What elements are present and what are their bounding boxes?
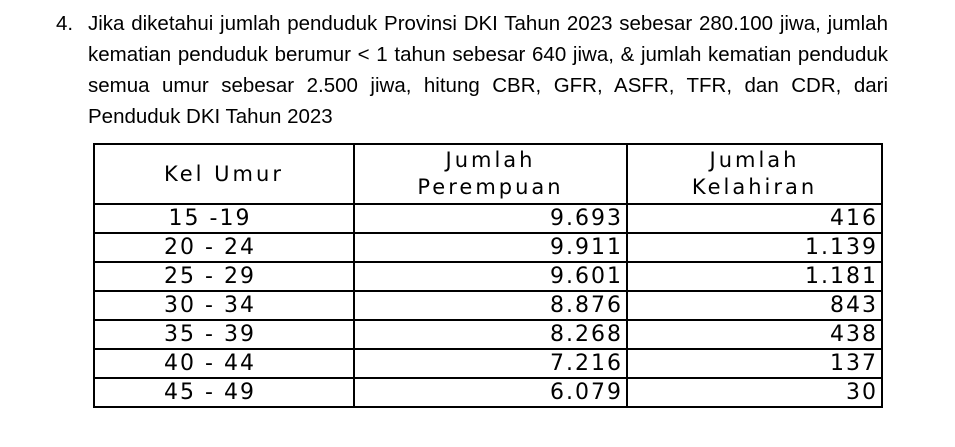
birth-count-cell: 137	[627, 349, 882, 378]
age-group-cell: 15 -19	[94, 204, 354, 233]
table-row	[94, 291, 882, 320]
table-row	[94, 233, 882, 262]
question-text: Jika diketahui jumlah penduduk Provinsi DKI Tahun 2023 sebesar 280.100 jiwa, jumlah kematian penduduk berumur < 1 tahun sebesar 640 jiwa, & jumlah kematian penduduk semua umur sebesar 2.500 jiwa, hitung CBR, GFR, ASFR, TFR, dan CDR, dari Penduduk DKI Tahun 2023	[88, 12, 888, 128]
population-table	[93, 143, 883, 408]
table-header-row	[94, 144, 882, 204]
table-row	[94, 262, 882, 291]
age-group-cell: 30 - 34	[94, 291, 354, 320]
header-births-line1: Jumlah	[709, 148, 800, 172]
header-birth-count	[627, 144, 882, 204]
women-count-cell: 9.693	[354, 204, 627, 233]
birth-count-cell: 1.139	[627, 233, 882, 262]
header-age-group	[94, 144, 354, 204]
birth-count-cell: 416	[627, 204, 882, 233]
table-row	[94, 349, 882, 378]
birth-count-cell: 438	[627, 320, 882, 349]
birth-count-cell: 843	[627, 291, 882, 320]
question-number: 4.	[56, 12, 74, 35]
header-women-line2: Perempuan	[417, 175, 564, 199]
header-women-line1: Jumlah	[445, 148, 536, 172]
age-group-cell: 20 - 24	[94, 233, 354, 262]
table-row	[94, 204, 882, 233]
table-row	[94, 378, 882, 407]
birth-count-cell: 30	[627, 378, 882, 407]
header-women-count	[354, 144, 627, 204]
table-row	[94, 320, 882, 349]
age-group-cell: 35 - 39	[94, 320, 354, 349]
women-count-cell: 6.079	[354, 378, 627, 407]
age-group-cell: 45 - 49	[94, 378, 354, 407]
birth-count-cell: 1.181	[627, 262, 882, 291]
women-count-cell: 8.268	[354, 320, 627, 349]
women-count-cell: 9.911	[354, 233, 627, 262]
header-births-line2: Kelahiran	[691, 175, 818, 199]
header-age-group-label: Kel Umur	[164, 161, 284, 186]
women-count-cell: 8.876	[354, 291, 627, 320]
age-group-cell: 40 - 44	[94, 349, 354, 378]
women-count-cell: 7.216	[354, 349, 627, 378]
women-count-cell: 9.601	[354, 262, 627, 291]
age-group-cell: 25 - 29	[94, 262, 354, 291]
